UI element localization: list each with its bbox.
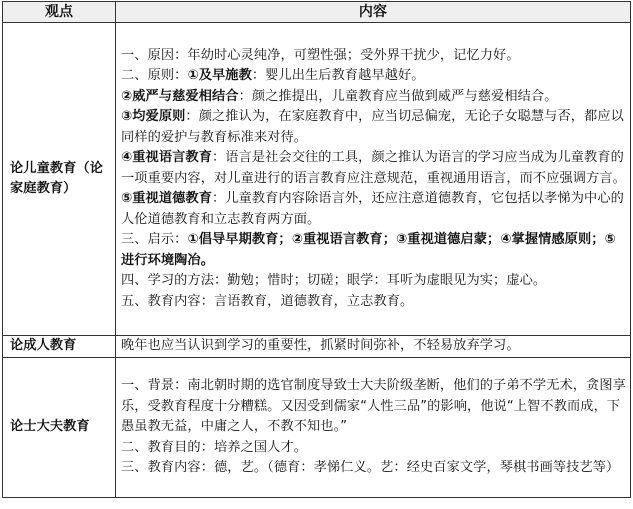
row-label-scholar-education: 论士大夫教育 [3,358,116,498]
content-line: 二、原则：①及早施教：婴儿出生后教育越早越好。 [121,68,425,84]
content-line: ④重视语言教育：语言是社会交往的工具，颜之推认为语言的学习应当成为儿童教育的一项重要内容，对儿童进行的语言教育应注意规范，重视通用语言，而不应强调方言。 [121,150,626,186]
table-row-scholar-education [3,358,631,498]
row-label-adult-education: 论成人教育 [3,336,116,358]
children-education-content [116,23,631,336]
content-line: ③均爱原则：颜之推认为，在家庭教育中，应当切忌偏宠，无论子女聪慧与否，都应以同样的爱护与教育标准来对待。 [121,109,624,145]
content-line: ⑤重视道德教育：儿童教育内容除语言外，还应注意道德教育，它包括以孝悌为中心的人伦道德教育和立志教育两方面。 [121,191,624,227]
table-row-children-education [3,23,631,336]
header-viewpoint: 观点 [3,2,116,23]
content-line: 四、学习的方法：勤勉；惜时；切磋；眼学：耳听为虚眼见为实；虚心。 [121,273,547,289]
content-line: 一、原因：年幼时心灵纯净，可塑性强；受外界干扰少，记忆力好。 [121,47,520,63]
content-line: 二、教育目的：培养之国人才。 [121,439,308,455]
table-header-row [3,2,631,23]
content-line: 三、启示：①倡导早期教育；②重视语言教育；③重视道德启蒙；④掌握情感原则；⑤进行环境陶冶。 [121,232,616,268]
content-line: 三、教育内容：德，艺。（德育：孝悌仁义。艺：经史百家文学，琴棋书画等技艺等） [121,460,620,476]
content-line: ②威严与慈爱相结合：颜之推提出，儿童教育应当做到威严与慈爱相结合。 [121,88,558,104]
table-row-adult-education [3,336,631,358]
scholar-education-content [116,358,631,498]
content-line: 五、教育内容：言语教育，道德教育，立志教育。 [121,293,414,309]
header-content: 内容 [116,2,631,23]
row-label-children-education: 论儿童教育（论家庭教育） [3,23,116,336]
content-line: 一、背景：南北朝时期的选官制度导致士大夫阶级垄断，他们的子弟不学无术，贪图享乐，受教育程度十分糟糕。又因受到儒家“人性三品”的影响，他说“上智不教而成，下愚虽教无益，中庸之人，不教不知也。” [121,378,626,435]
adult-education-content: 晚年也应当认识到学习的重要性，抓紧时间弥补，不轻易放弃学习。 [116,336,631,358]
viewpoint-table [2,1,631,498]
